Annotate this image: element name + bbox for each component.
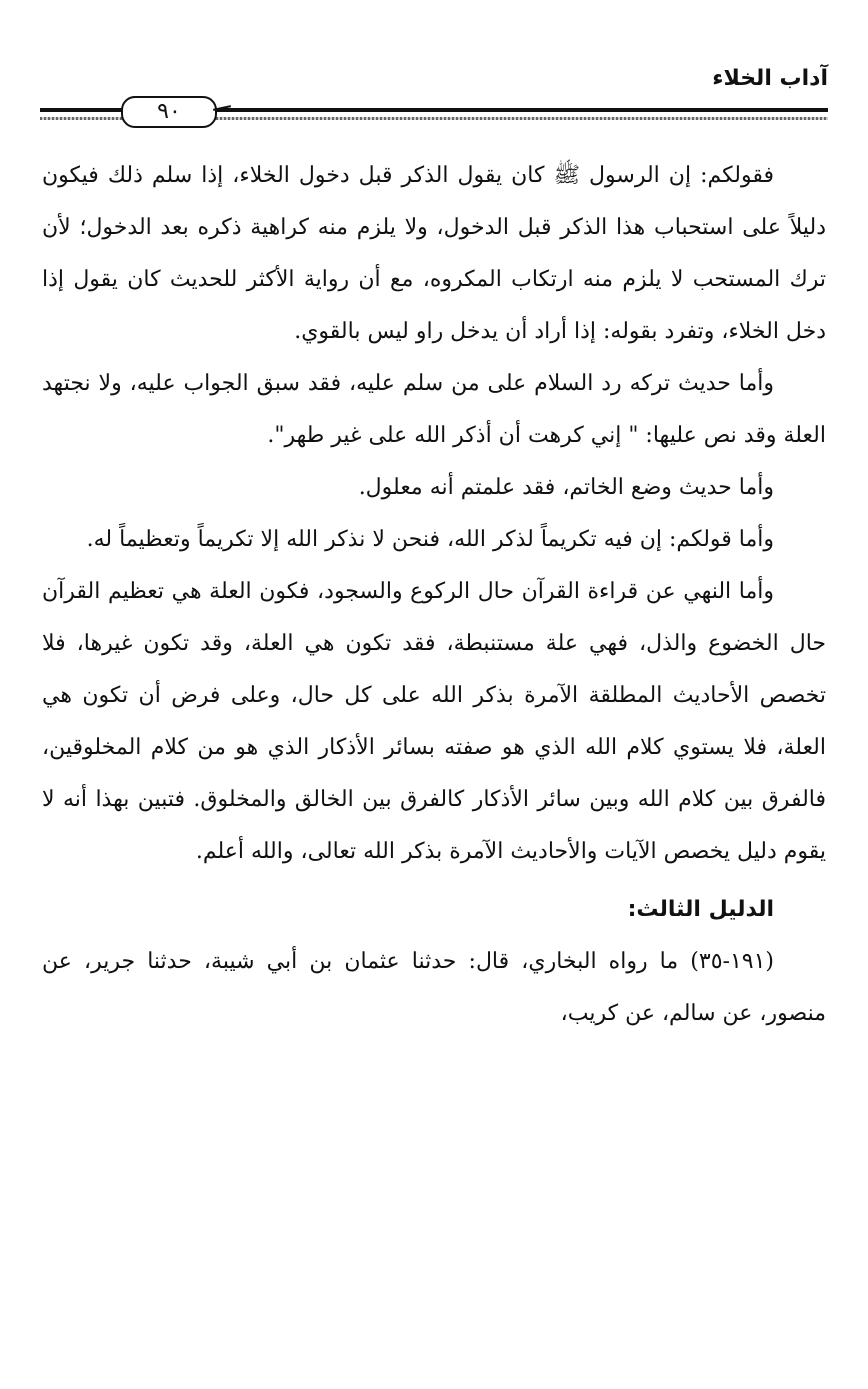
paragraph-3: وأما حديث وضع الخاتم، فقد علمتم أنه معلول. [358,475,774,500]
running-header-title: آداب الخلاء [712,66,828,91]
paragraph-2: وأما حديث تركه رد السلام على من سلم عليه، فقد سبق الجواب عليه، ولا نجتهد العلة وقد نص عليها: " إني كرهت أن أذكر الله على غير طهر". [42,371,826,448]
paragraph-1: فقولكم: إن الرسول ﷺ كان يقول الذكر قبل دخول الخلاء، إذا سلم ذلك فيكون دليلاً على استحباب هذا الذكر قبل الدخول، ولا يلزم منه كراهية ذكره بعد الدخول؛ لأن ترك المستحب لا يلزم منه ارتكاب المكروه، مع أن رواية الأكثر للحديث كان يقول إذا دخل الخلاء، وتفرد بقوله: إذا أراد أن يدخل راو ليس بالقوي. [42,163,826,344]
hadith-paragraph: (١٩١-٣٥) ما رواه البخاري، قال: حدثنا عثمان بن أبي شيبة، حدثنا جرير، عن منصور، عن سالم، عن كريب، [42,949,826,1026]
section-heading: الدليل الثالث: [627,897,774,922]
page-number-badge: ٩٠ [121,96,217,128]
body-text [42,150,826,1040]
paragraph-4: وأما قولكم: إن فيه تكريماً لذكر الله، فنحن لا نذكر الله إلا تكريماً وتعظيماً له. [86,527,774,552]
paragraph-5: وأما النهي عن قراءة القرآن حال الركوع والسجود، فكون العلة هي تعظيم القرآن حال الخضوع والذل، فهي علة مستنبطة، فقد تكون هي العلة، وقد تكون غيرها، فلا تخصص الأحاديث المطلقة الآمرة بذكر الله على كل حال، وعلى فرض أن تكون هي العلة، فلا يستوي كلام الله الذي هو صفته بسائر الأذكار الذي هو من كلام المخلوقين، فالفرق بين كلام الله وبين سائر الأذكار كالفرق بين الخالق والمخلوق. فتبين بهذا أنه لا يقوم دليل يخصص الآيات والأحاديث الآمرة بذكر الله تعالى، والله أعلم. [42,579,827,864]
